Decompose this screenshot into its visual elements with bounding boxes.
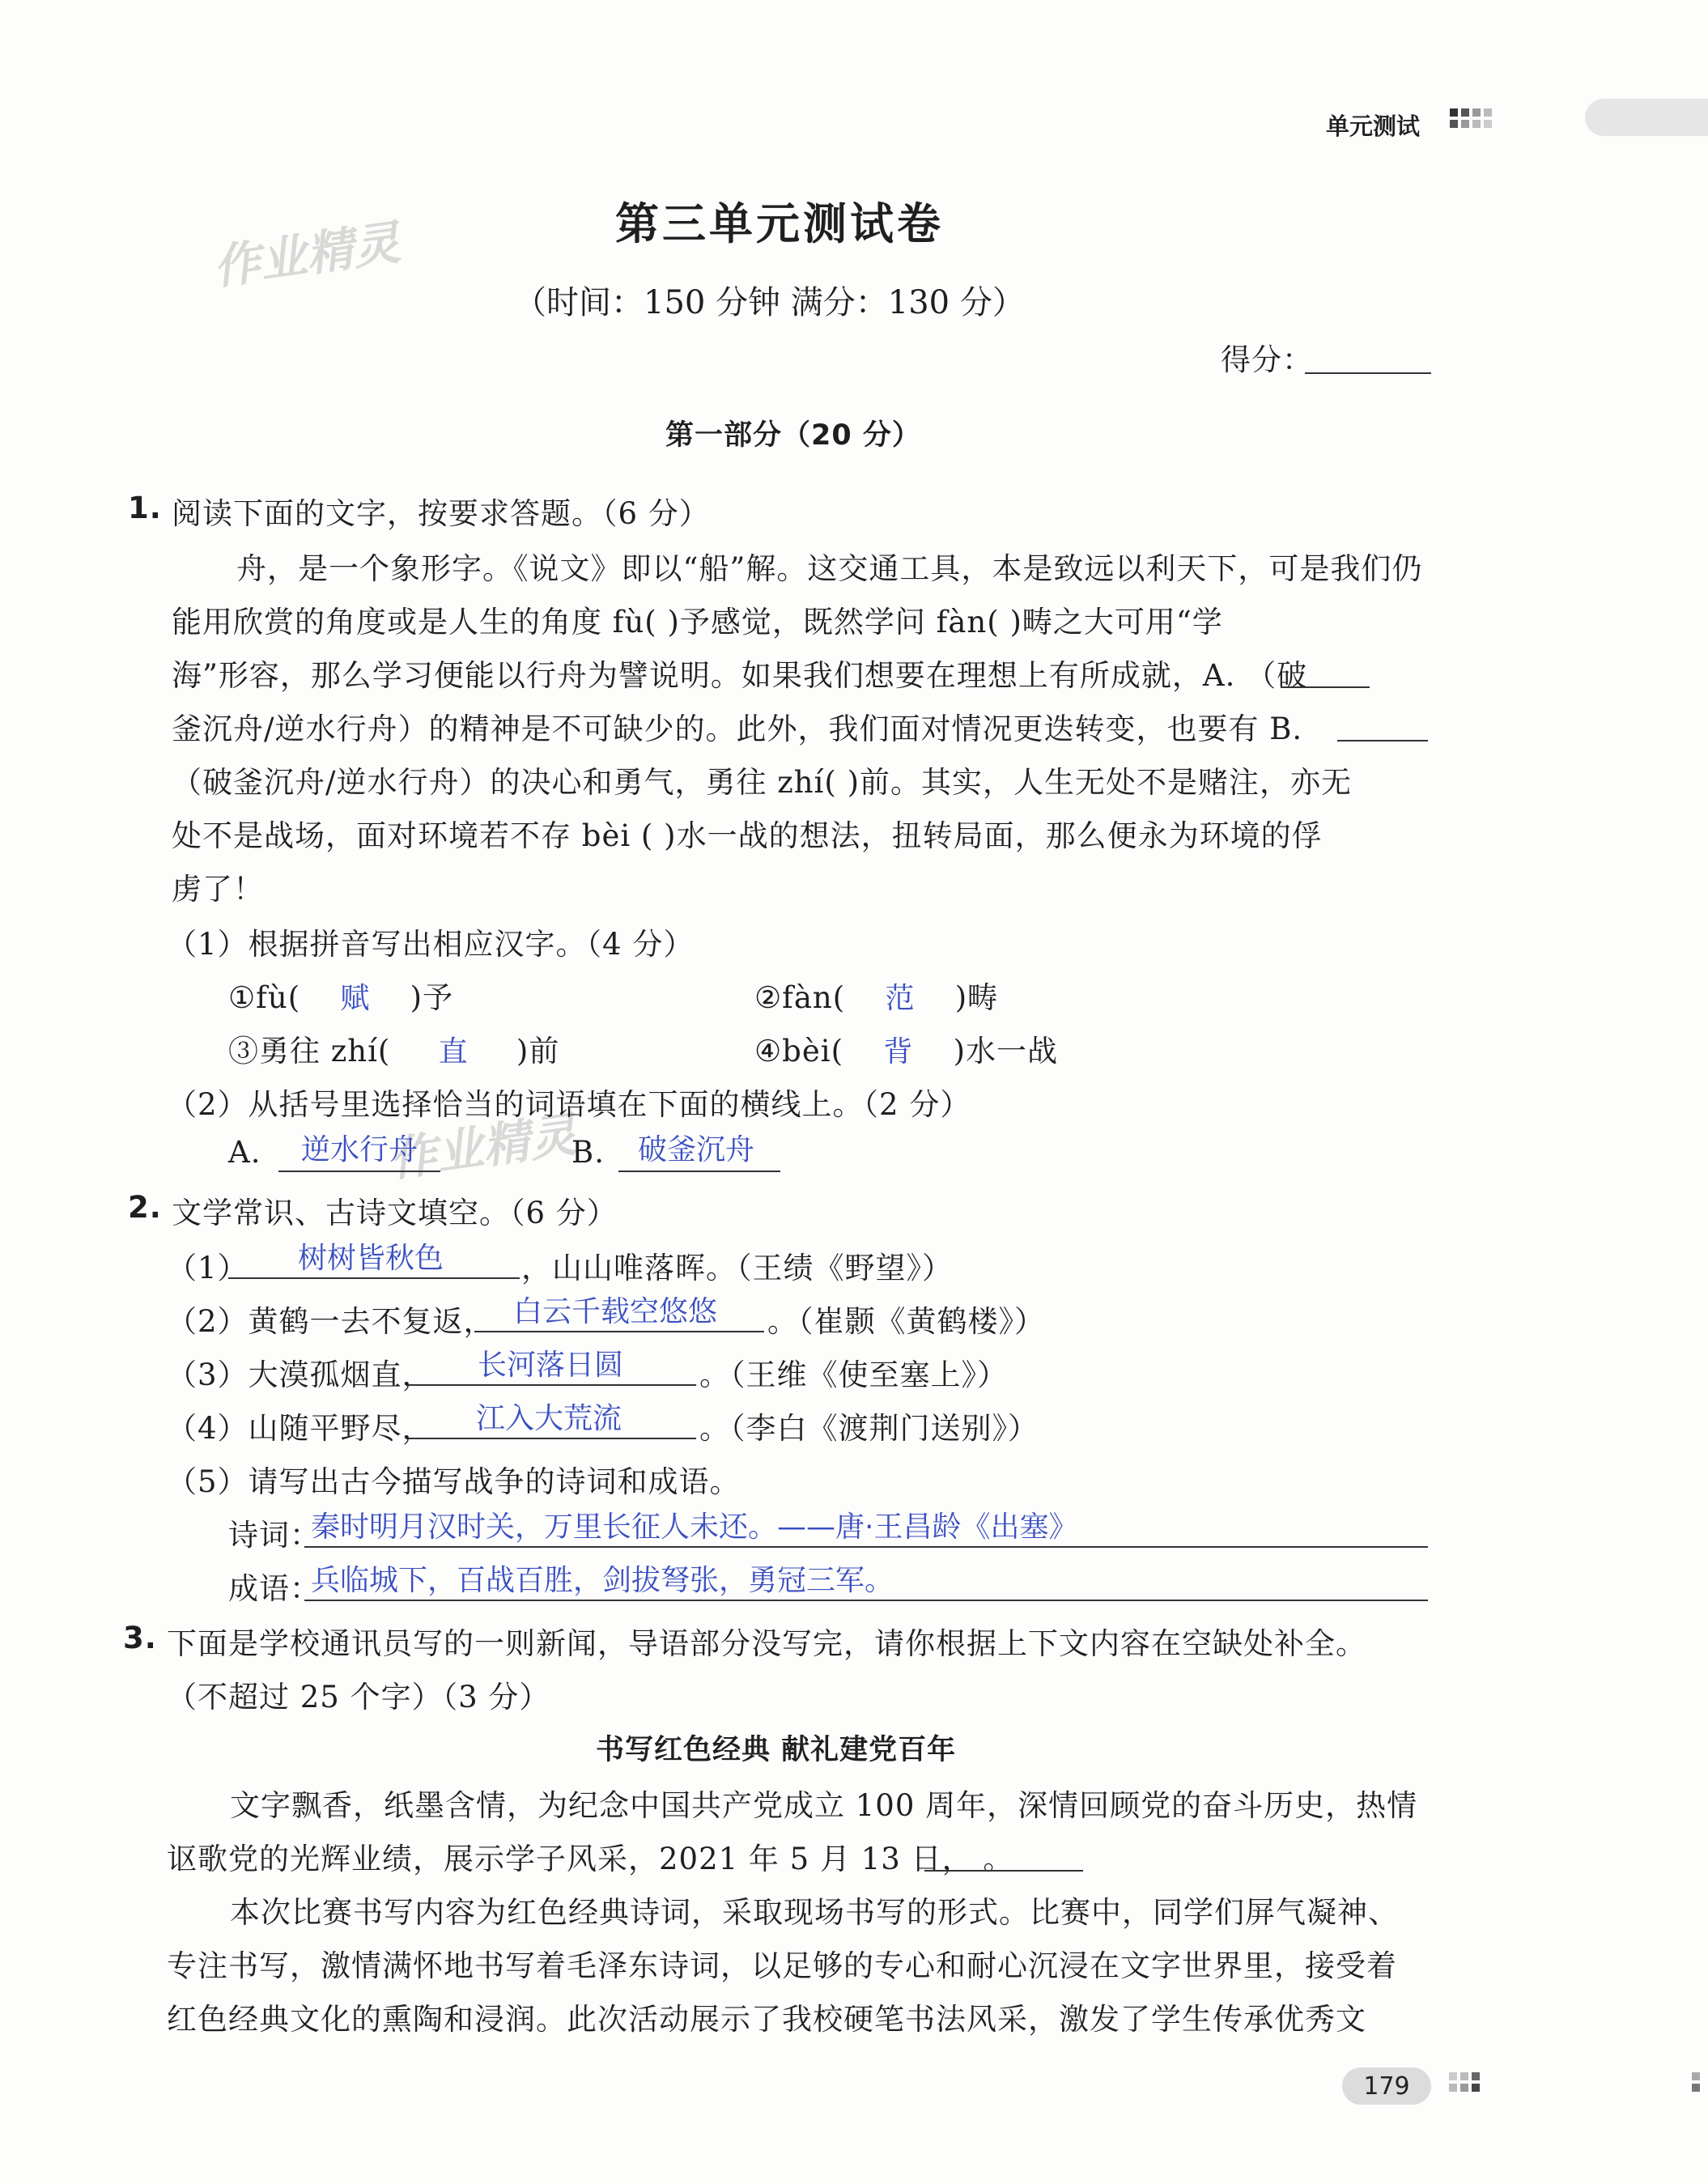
q2-number: 2. — [128, 1190, 162, 1225]
q2-item-4-post: 。（李白《渡荆门送别》） — [699, 1411, 1039, 1446]
q2-poem-label: 诗词： — [228, 1518, 321, 1553]
q2-poem-answer: 秦时明月汉时关，万里长征人未还。——唐·王昌龄《出塞》 — [311, 1511, 1078, 1544]
q1-sub1-prompt: （1）根据拼音写出相应汉字。（4 分） — [167, 927, 695, 962]
q2-item-5-prompt: （5）请写出古今描写战争的诗词和成语。 — [167, 1464, 741, 1499]
pinyin-pre: ④bèi( — [754, 1034, 844, 1069]
q2-idiom-label: 成语： — [228, 1571, 321, 1606]
pinyin-pre: ③勇往 zhí( — [228, 1034, 391, 1069]
q3-para2-line-1: 本次比赛书写内容为红色经典诗词，采取现场书写的形式。比赛中，同学们屏气凝神、 — [230, 1895, 1399, 1930]
watermark-middle: 作业精灵 — [386, 1107, 580, 1188]
q2-idiom-answer: 兵临城下，百战百胜，剑拔弩张，勇冠三军。 — [311, 1564, 894, 1597]
q1-passage-line-1: 舟，是一个象形字。《说文》即以“船”解。这交通工具，本是致远以利天下，可是我们仍 — [236, 551, 1423, 586]
score-label: 得分： — [1221, 342, 1313, 377]
q2-item-2-line — [474, 1331, 764, 1332]
watermark-top: 作业精灵 — [210, 215, 404, 295]
q1-sub2-prompt: （2）从括号里选择恰当的词语填在下面的横线上。（2 分） — [167, 1087, 971, 1122]
q1-passage-line-6: 处不是战场，面对环境若不存 bèi ( )水一战的想法，扭转局面，那么便永为环境的俘 — [172, 818, 1323, 853]
q1-blank-a — [1281, 686, 1370, 688]
q1-pinyin-item-2 — [754, 973, 998, 1017]
header-grey-band — [1585, 99, 1708, 136]
q2-poem-line — [304, 1546, 1428, 1548]
q1-passage-line-3: 海”形容，那么学习便能以行舟为譬说明。如果我们想要在理想上有所成就，A. （破 — [172, 658, 1308, 693]
q2-item-2-answer: 白云千载空悠悠 — [513, 1295, 718, 1328]
q3-prompt-line-2: （不超过 25 个字）（3 分） — [167, 1680, 550, 1714]
pinyin-answer: 直 — [438, 1035, 469, 1069]
q2-item-1-pre: （1） — [167, 1251, 249, 1285]
q1-number: 1. — [128, 491, 162, 525]
pinyin-post: )予 — [410, 980, 454, 1015]
q3-prompt-line-1: 下面是学校通讯员写的一则新闻，导语部分没写完，请你根据上下文内容在空缺处补全。 — [167, 1626, 1366, 1661]
q2-item-4-pre: （4）山随平野尽， — [167, 1411, 433, 1446]
q1-sub2-a-label: A. — [228, 1135, 261, 1170]
pinyin-post: )前 — [516, 1034, 560, 1069]
q3-news-title: 书写红色经典 献礼建党百年 — [596, 1734, 957, 1766]
q3-blank — [924, 1870, 1083, 1872]
page-title: 第三单元测试卷 — [615, 198, 944, 249]
q1-pinyin-item-4 — [754, 1026, 1058, 1070]
q3-para2-line-2: 专注书写，激情满怀地书写着毛泽东诗词，以足够的专心和耐心沉浸在文字世界里，接受着 — [167, 1948, 1397, 1983]
q2-item-1-post: ，山山唯落晖。（王绩《野望》） — [521, 1251, 953, 1285]
pinyin-post: )畴 — [954, 980, 999, 1015]
q2-prompt: 文学常识、古诗文填空。（6 分） — [172, 1196, 618, 1230]
q1-sub2-b-answer: 破釜沉舟 — [638, 1133, 755, 1166]
q1-passage-line-7: 虏了！ — [172, 872, 264, 907]
q3-number: 3. — [123, 1621, 157, 1655]
pinyin-answer: 背 — [883, 1035, 914, 1069]
q2-idiom-line — [304, 1600, 1428, 1601]
q3-para1-line-2: 讴歌党的光辉业绩，展示学子风采，2021 年 5 月 13 日， 。 — [167, 1842, 1014, 1876]
q1-pinyin-item-1 — [228, 973, 453, 1017]
q2-item-2-pre: （2）黄鹤一去不复返， — [167, 1304, 495, 1339]
page-number: 179 — [1363, 2072, 1410, 2101]
q1-blank-b — [1337, 740, 1428, 741]
q2-item-3-post: 。（王维《使至塞上》） — [699, 1358, 1008, 1392]
q1-sub2-b-label: B. — [571, 1135, 605, 1170]
q1-passage-line-4: 釜沉舟/逆水行舟）的精神是不可缺少的。此外，我们面对情况更迭转变，也要有 B. — [172, 712, 1303, 746]
subtitle: （时间：150 分钟 满分：130 分） — [514, 284, 1025, 321]
q2-item-1-answer: 树树皆秋色 — [298, 1242, 444, 1275]
q3-para1-line-1: 文字飘香，纸墨含情，为纪念中国共产党成立 100 周年，深情回顾党的奋斗历史，热情 — [230, 1788, 1418, 1823]
pinyin-pre: ①fù( — [228, 980, 301, 1015]
q2-item-2-post: 。（崔颢《黄鹤楼》） — [767, 1304, 1045, 1339]
q2-item-4-answer: 江入大荒流 — [476, 1402, 622, 1435]
q1-sub2-a-answer: 逆水行舟 — [301, 1133, 419, 1166]
q2-item-1-line — [228, 1277, 520, 1279]
q2-item-3-pre: （3）大漠孤烟直， — [167, 1358, 433, 1392]
q1-passage-line-5: （破釜沉舟/逆水行舟）的决心和勇气，勇往 zhí( )前。其实，人生无处不是赌注，亦无 — [172, 765, 1353, 800]
section-label: 单元测试 — [1326, 113, 1421, 140]
pinyin-answer: 范 — [885, 982, 916, 1015]
q2-item-3-line — [408, 1384, 696, 1386]
q1-prompt: 阅读下面的文字，按要求答题。（6 分） — [172, 496, 710, 531]
q1-pinyin-item-3 — [228, 1026, 559, 1070]
q2-item-3-answer: 长河落日圆 — [478, 1349, 624, 1382]
pinyin-pre: ②fàn( — [754, 980, 846, 1015]
pinyin-answer: 赋 — [340, 982, 371, 1015]
q2-item-4-line — [408, 1438, 696, 1439]
pinyin-post: )水一战 — [953, 1034, 1058, 1069]
part1-title: 第一部分（20 分） — [665, 419, 921, 452]
q1-passage-line-2: 能用欣赏的角度或是人生的角度 fù( )予感觉，既然学问 fàn( )畴之大可用“学 — [172, 605, 1223, 639]
q3-para2-line-3: 红色经典文化的熏陶和浸润。此次活动展示了我校硬笔书法风采，激发了学生传承优秀文 — [167, 2002, 1366, 2037]
score-line — [1305, 372, 1431, 374]
q1-sub2-a-line — [278, 1171, 440, 1172]
q1-sub2-b-line — [618, 1171, 780, 1172]
